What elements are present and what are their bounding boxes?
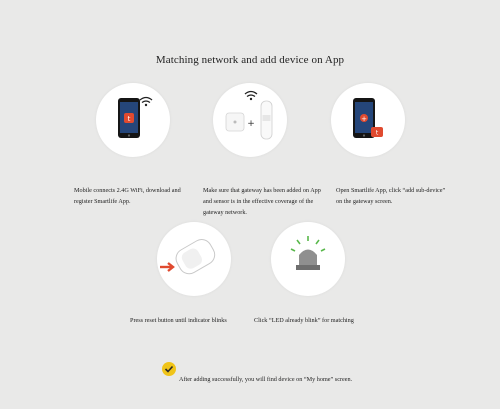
step-3-caption: Open Smartlife App, click “add sub-device” on the gateway screen. <box>336 187 446 205</box>
step-5-circle <box>271 222 345 296</box>
step-5-caption: Click “LED already blink” for matching <box>254 317 354 324</box>
svg-text:+: + <box>247 119 255 129</box>
step-4-caption: Press reset button until indicator blinks <box>130 317 227 324</box>
blinking-led-icon <box>271 222 345 296</box>
step-1-caption: Mobile connects 2.4G WiFi, download and register Smartlife App. <box>74 187 181 205</box>
step-4-circle <box>157 222 231 296</box>
success-note-text: After adding successfully, you will find device on “My home” screen. <box>179 376 353 383</box>
step-1-circle <box>96 83 170 157</box>
step-3-circle <box>331 83 405 157</box>
step-2-circle <box>213 83 287 157</box>
step-2-caption: Make sure that gateway has been added on App and sensor is in the effective coverage of the gateway network. <box>203 187 321 216</box>
success-note <box>161 361 421 381</box>
gateway-plus-sensor-icon <box>213 83 287 157</box>
checkmark-icon <box>161 361 177 377</box>
svg-text:+: + <box>361 115 367 123</box>
svg-text:t: t <box>375 129 379 137</box>
svg-text:t: t <box>127 115 131 123</box>
phone-wifi-icon <box>96 83 170 157</box>
sensor-reset-button-icon <box>157 222 231 296</box>
page-title: Matching network and add device on App <box>155 54 345 66</box>
phone-add-icon <box>331 83 405 157</box>
